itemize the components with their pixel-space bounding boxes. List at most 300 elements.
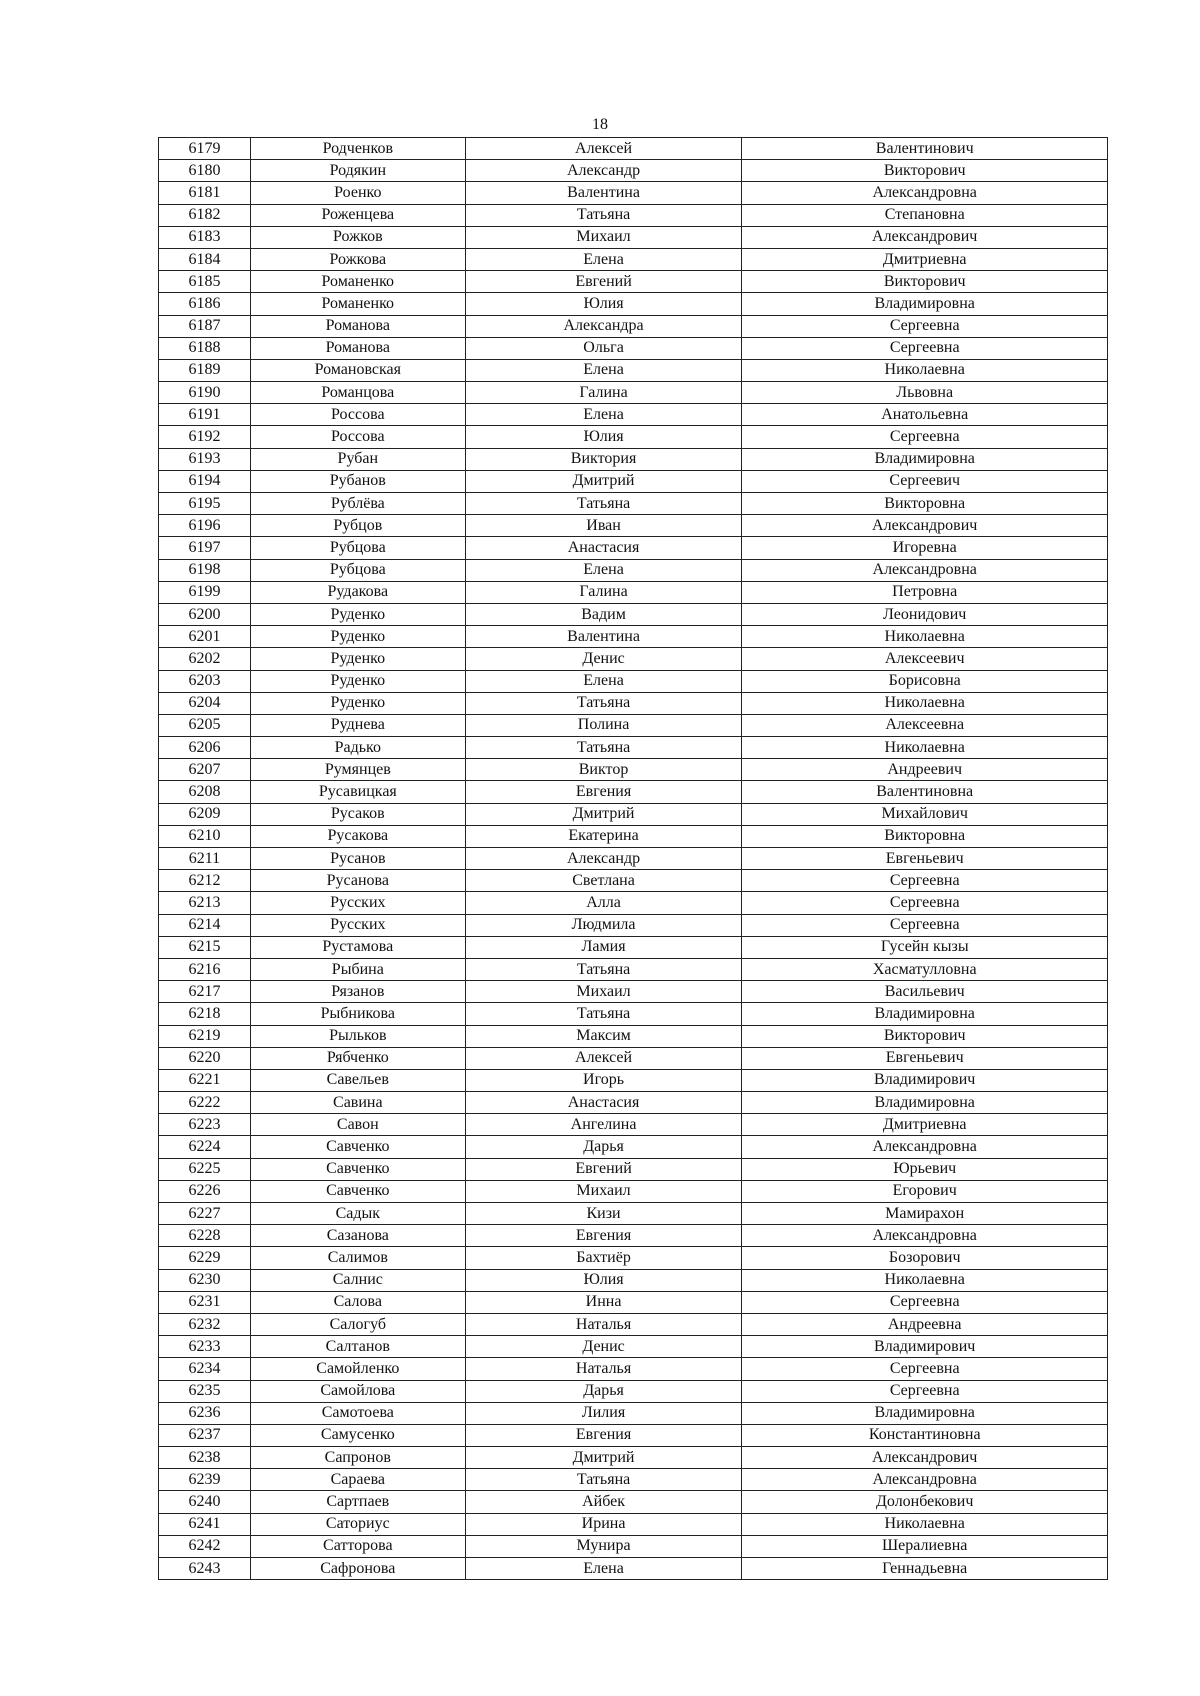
table-row [159, 470, 1108, 492]
row-number-cell: 6238 [159, 1447, 251, 1469]
patronymic-cell: Николаевна [742, 626, 1108, 648]
first-name-cell: Игорь [465, 1069, 742, 1091]
last-name-cell: Роженцева [250, 204, 465, 226]
table-row [159, 1069, 1108, 1091]
last-name-cell: Савина [250, 1092, 465, 1114]
patronymic-cell: Гусейн кызы [742, 936, 1108, 958]
last-name-cell: Самотоева [250, 1402, 465, 1424]
last-name-cell: Сапронов [250, 1447, 465, 1469]
row-number-cell: 6179 [159, 138, 251, 160]
row-number-cell: 6212 [159, 870, 251, 892]
first-name-cell: Светлана [465, 870, 742, 892]
table-row [159, 1158, 1108, 1180]
row-number-cell: 6239 [159, 1469, 251, 1491]
last-name-cell: Рубцов [250, 515, 465, 537]
table-row [159, 1247, 1108, 1269]
first-name-cell: Татьяна [465, 958, 742, 980]
row-number-cell: 6210 [159, 825, 251, 847]
table-row [159, 1180, 1108, 1202]
first-name-cell: Наталья [465, 1358, 742, 1380]
first-name-cell: Евгения [465, 1424, 742, 1446]
last-name-cell: Рудакова [250, 581, 465, 603]
last-name-cell: Салогуб [250, 1313, 465, 1335]
last-name-cell: Руденко [250, 692, 465, 714]
last-name-cell: Салтанов [250, 1336, 465, 1358]
row-number-cell: 6184 [159, 248, 251, 270]
row-number-cell: 6241 [159, 1513, 251, 1535]
table-row [159, 892, 1108, 914]
patronymic-cell: Сергеевич [742, 470, 1108, 492]
table-row [159, 515, 1108, 537]
patronymic-cell: Юрьевич [742, 1158, 1108, 1180]
patronymic-cell: Евгеньевич [742, 848, 1108, 870]
first-name-cell: Валентина [465, 182, 742, 204]
patronymic-cell: Васильевич [742, 981, 1108, 1003]
last-name-cell: Рыбникова [250, 1003, 465, 1025]
last-name-cell: Россова [250, 404, 465, 426]
table-row [159, 1203, 1108, 1225]
patronymic-cell: Сергеевна [742, 1358, 1108, 1380]
first-name-cell: Виктория [465, 448, 742, 470]
roster-table [158, 137, 1108, 1580]
last-name-cell: Салнис [250, 1269, 465, 1291]
patronymic-cell: Долонбекович [742, 1491, 1108, 1513]
first-name-cell: Денис [465, 648, 742, 670]
patronymic-cell: Владимировна [742, 293, 1108, 315]
patronymic-cell: Владимирович [742, 1069, 1108, 1091]
last-name-cell: Сатторова [250, 1535, 465, 1557]
patronymic-cell: Шералиевна [742, 1535, 1108, 1557]
last-name-cell: Руденко [250, 670, 465, 692]
row-number-cell: 6189 [159, 359, 251, 381]
first-name-cell: Михаил [465, 981, 742, 1003]
last-name-cell: Родякин [250, 160, 465, 182]
last-name-cell: Руденко [250, 626, 465, 648]
first-name-cell: Алла [465, 892, 742, 914]
patronymic-cell: Александровна [742, 182, 1108, 204]
table-row [159, 1469, 1108, 1491]
first-name-cell: Анастасия [465, 537, 742, 559]
first-name-cell: Александр [465, 848, 742, 870]
last-name-cell: Саториус [250, 1513, 465, 1535]
row-number-cell: 6180 [159, 160, 251, 182]
table-row [159, 1358, 1108, 1380]
first-name-cell: Дарья [465, 1380, 742, 1402]
patronymic-cell: Александрович [742, 226, 1108, 248]
row-number-cell: 6198 [159, 559, 251, 581]
patronymic-cell: Геннадьевна [742, 1558, 1108, 1580]
page-number: 18 [592, 116, 608, 133]
first-name-cell: Юлия [465, 293, 742, 315]
table-row [159, 1092, 1108, 1114]
table-row [159, 692, 1108, 714]
last-name-cell: Салова [250, 1291, 465, 1313]
row-number-cell: 6230 [159, 1269, 251, 1291]
patronymic-cell: Сергеевна [742, 892, 1108, 914]
row-number-cell: 6187 [159, 315, 251, 337]
row-number-cell: 6220 [159, 1047, 251, 1069]
table-row [159, 182, 1108, 204]
patronymic-cell: Алексеевна [742, 714, 1108, 736]
last-name-cell: Русских [250, 892, 465, 914]
last-name-cell: Самойлова [250, 1380, 465, 1402]
first-name-cell: Михаил [465, 226, 742, 248]
table-row [159, 271, 1108, 293]
patronymic-cell: Сергеевна [742, 1380, 1108, 1402]
first-name-cell: Евгения [465, 781, 742, 803]
first-name-cell: Кизи [465, 1203, 742, 1225]
patronymic-cell: Александровна [742, 1225, 1108, 1247]
first-name-cell: Евгения [465, 1225, 742, 1247]
row-number-cell: 6191 [159, 404, 251, 426]
table-row [159, 537, 1108, 559]
table-row [159, 648, 1108, 670]
table-row [159, 1447, 1108, 1469]
last-name-cell: Руднева [250, 714, 465, 736]
last-name-cell: Руденко [250, 603, 465, 625]
row-number-cell: 6214 [159, 914, 251, 936]
last-name-cell: Руденко [250, 648, 465, 670]
patronymic-cell: Петровна [742, 581, 1108, 603]
first-name-cell: Елена [465, 248, 742, 270]
row-number-cell: 6217 [159, 981, 251, 1003]
patronymic-cell: Сергеевна [742, 870, 1108, 892]
patronymic-cell: Владимировна [742, 448, 1108, 470]
last-name-cell: Рябченко [250, 1047, 465, 1069]
patronymic-cell: Викторовна [742, 493, 1108, 515]
last-name-cell: Сазанова [250, 1225, 465, 1247]
patronymic-cell: Дмитриевна [742, 1114, 1108, 1136]
row-number-cell: 6242 [159, 1535, 251, 1557]
first-name-cell: Дмитрий [465, 803, 742, 825]
first-name-cell: Дмитрий [465, 1447, 742, 1469]
first-name-cell: Иван [465, 515, 742, 537]
table-row [159, 448, 1108, 470]
first-name-cell: Татьяна [465, 737, 742, 759]
table-row [159, 914, 1108, 936]
patronymic-cell: Сергеевна [742, 914, 1108, 936]
row-number-cell: 6200 [159, 603, 251, 625]
row-number-cell: 6197 [159, 537, 251, 559]
row-number-cell: 6211 [159, 848, 251, 870]
first-name-cell: Елена [465, 559, 742, 581]
row-number-cell: 6222 [159, 1092, 251, 1114]
patronymic-cell: Владимировна [742, 1003, 1108, 1025]
row-number-cell: 6199 [159, 581, 251, 603]
patronymic-cell: Александровна [742, 559, 1108, 581]
last-name-cell: Рубан [250, 448, 465, 470]
table-row [159, 1513, 1108, 1535]
first-name-cell: Людмила [465, 914, 742, 936]
patronymic-cell: Львовна [742, 382, 1108, 404]
patronymic-cell: Сергеевна [742, 426, 1108, 448]
row-number-cell: 6219 [159, 1025, 251, 1047]
patronymic-cell: Николаевна [742, 359, 1108, 381]
table-row [159, 936, 1108, 958]
last-name-cell: Румянцев [250, 759, 465, 781]
first-name-cell: Бахтиёр [465, 1247, 742, 1269]
table-row [159, 248, 1108, 270]
row-number-cell: 6185 [159, 271, 251, 293]
row-number-cell: 6183 [159, 226, 251, 248]
first-name-cell: Дарья [465, 1136, 742, 1158]
patronymic-cell: Сергеевна [742, 1291, 1108, 1313]
last-name-cell: Рубцова [250, 537, 465, 559]
last-name-cell: Романцова [250, 382, 465, 404]
table-row [159, 293, 1108, 315]
row-number-cell: 6203 [159, 670, 251, 692]
table-row [159, 1003, 1108, 1025]
row-number-cell: 6237 [159, 1424, 251, 1446]
row-number-cell: 6221 [159, 1069, 251, 1091]
row-number-cell: 6243 [159, 1558, 251, 1580]
last-name-cell: Савон [250, 1114, 465, 1136]
first-name-cell: Наталья [465, 1313, 742, 1335]
patronymic-cell: Михайлович [742, 803, 1108, 825]
patronymic-cell: Викторович [742, 160, 1108, 182]
row-number-cell: 6240 [159, 1491, 251, 1513]
table-row [159, 1402, 1108, 1424]
patronymic-cell: Егорович [742, 1180, 1108, 1202]
last-name-cell: Рязанов [250, 981, 465, 1003]
patronymic-cell: Владимировна [742, 1092, 1108, 1114]
row-number-cell: 6201 [159, 626, 251, 648]
table-row [159, 1558, 1108, 1580]
patronymic-cell: Алексеевич [742, 648, 1108, 670]
row-number-cell: 6209 [159, 803, 251, 825]
first-name-cell: Татьяна [465, 1469, 742, 1491]
first-name-cell: Ирина [465, 1513, 742, 1535]
row-number-cell: 6233 [159, 1336, 251, 1358]
row-number-cell: 6204 [159, 692, 251, 714]
table-row [159, 981, 1108, 1003]
last-name-cell: Рожков [250, 226, 465, 248]
table-row [159, 1269, 1108, 1291]
first-name-cell: Татьяна [465, 204, 742, 226]
patronymic-cell: Александровна [742, 1469, 1108, 1491]
last-name-cell: Сафронова [250, 1558, 465, 1580]
table-row [159, 426, 1108, 448]
row-number-cell: 6208 [159, 781, 251, 803]
first-name-cell: Айбек [465, 1491, 742, 1513]
row-number-cell: 6205 [159, 714, 251, 736]
patronymic-cell: Леонидович [742, 603, 1108, 625]
last-name-cell: Романенко [250, 293, 465, 315]
table-row [159, 1336, 1108, 1358]
first-name-cell: Виктор [465, 759, 742, 781]
last-name-cell: Радько [250, 737, 465, 759]
last-name-cell: Сараева [250, 1469, 465, 1491]
last-name-cell: Русских [250, 914, 465, 936]
patronymic-cell: Бозорович [742, 1247, 1108, 1269]
table-row [159, 870, 1108, 892]
last-name-cell: Рожкова [250, 248, 465, 270]
table-row [159, 803, 1108, 825]
first-name-cell: Татьяна [465, 1003, 742, 1025]
table-row [159, 626, 1108, 648]
patronymic-cell: Александрович [742, 1447, 1108, 1469]
last-name-cell: Русаков [250, 803, 465, 825]
first-name-cell: Юлия [465, 426, 742, 448]
row-number-cell: 6234 [159, 1358, 251, 1380]
first-name-cell: Мунира [465, 1535, 742, 1557]
row-number-cell: 6226 [159, 1180, 251, 1202]
row-number-cell: 6188 [159, 337, 251, 359]
first-name-cell: Инна [465, 1291, 742, 1313]
patronymic-cell: Борисовна [742, 670, 1108, 692]
first-name-cell: Елена [465, 359, 742, 381]
table-row [159, 559, 1108, 581]
patronymic-cell: Николаевна [742, 692, 1108, 714]
row-number-cell: 6228 [159, 1225, 251, 1247]
patronymic-cell: Владимирович [742, 1336, 1108, 1358]
table-row [159, 138, 1108, 160]
row-number-cell: 6193 [159, 448, 251, 470]
patronymic-cell: Евгеньевич [742, 1047, 1108, 1069]
row-number-cell: 6224 [159, 1136, 251, 1158]
row-number-cell: 6223 [159, 1114, 251, 1136]
table-row [159, 1047, 1108, 1069]
first-name-cell: Дмитрий [465, 470, 742, 492]
first-name-cell: Валентина [465, 626, 742, 648]
last-name-cell: Русанова [250, 870, 465, 892]
first-name-cell: Лилия [465, 1402, 742, 1424]
table-row [159, 1380, 1108, 1402]
last-name-cell: Рустамова [250, 936, 465, 958]
patronymic-cell: Анатольевна [742, 404, 1108, 426]
row-number-cell: 6202 [159, 648, 251, 670]
patronymic-cell: Игоревна [742, 537, 1108, 559]
last-name-cell: Рыбина [250, 958, 465, 980]
table-row [159, 848, 1108, 870]
table-row [159, 603, 1108, 625]
table-row [159, 1136, 1108, 1158]
patronymic-cell: Мамирахон [742, 1203, 1108, 1225]
patronymic-cell: Викторович [742, 1025, 1108, 1047]
row-number-cell: 6192 [159, 426, 251, 448]
last-name-cell: Романовская [250, 359, 465, 381]
patronymic-cell: Валентиновна [742, 781, 1108, 803]
table-row [159, 404, 1108, 426]
patronymic-cell: Викторовна [742, 825, 1108, 847]
patronymic-cell: Андреевна [742, 1313, 1108, 1335]
patronymic-cell: Владимировна [742, 1402, 1108, 1424]
first-name-cell: Евгений [465, 271, 742, 293]
last-name-cell: Савченко [250, 1180, 465, 1202]
patronymic-cell: Андреевич [742, 759, 1108, 781]
row-number-cell: 6232 [159, 1313, 251, 1335]
first-name-cell: Галина [465, 382, 742, 404]
row-number-cell: 6216 [159, 958, 251, 980]
table-row [159, 337, 1108, 359]
table-row [159, 315, 1108, 337]
last-name-cell: Рубанов [250, 470, 465, 492]
table-row [159, 226, 1108, 248]
last-name-cell: Родченков [250, 138, 465, 160]
last-name-cell: Савченко [250, 1136, 465, 1158]
table-row [159, 160, 1108, 182]
first-name-cell: Галина [465, 581, 742, 603]
patronymic-cell: Степановна [742, 204, 1108, 226]
table-row [159, 1025, 1108, 1047]
first-name-cell: Екатерина [465, 825, 742, 847]
table-row [159, 1313, 1108, 1335]
first-name-cell: Денис [465, 1336, 742, 1358]
first-name-cell: Ангелина [465, 1114, 742, 1136]
last-name-cell: Савельев [250, 1069, 465, 1091]
row-number-cell: 6196 [159, 515, 251, 537]
first-name-cell: Алексей [465, 138, 742, 160]
row-number-cell: 6225 [159, 1158, 251, 1180]
first-name-cell: Елена [465, 670, 742, 692]
first-name-cell: Александра [465, 315, 742, 337]
last-name-cell: Рублёва [250, 493, 465, 515]
patronymic-cell: Дмитриевна [742, 248, 1108, 270]
last-name-cell: Рубцова [250, 559, 465, 581]
row-number-cell: 6195 [159, 493, 251, 515]
table-row [159, 670, 1108, 692]
first-name-cell: Вадим [465, 603, 742, 625]
table-row [159, 1491, 1108, 1513]
table-row [159, 737, 1108, 759]
row-number-cell: 6190 [159, 382, 251, 404]
first-name-cell: Елена [465, 1558, 742, 1580]
table-row [159, 1424, 1108, 1446]
last-name-cell: Роенко [250, 182, 465, 204]
table-row [159, 958, 1108, 980]
last-name-cell: Савченко [250, 1158, 465, 1180]
last-name-cell: Сартпаев [250, 1491, 465, 1513]
table-row [159, 1291, 1108, 1313]
patronymic-cell: Александрович [742, 515, 1108, 537]
last-name-cell: Рыльков [250, 1025, 465, 1047]
table-row [159, 359, 1108, 381]
last-name-cell: Самусенко [250, 1424, 465, 1446]
row-number-cell: 6181 [159, 182, 251, 204]
first-name-cell: Елена [465, 404, 742, 426]
table-row [159, 204, 1108, 226]
table-row [159, 581, 1108, 603]
patronymic-cell: Сергеевна [742, 315, 1108, 337]
row-number-cell: 6206 [159, 737, 251, 759]
row-number-cell: 6231 [159, 1291, 251, 1313]
first-name-cell: Полина [465, 714, 742, 736]
row-number-cell: 6194 [159, 470, 251, 492]
table-row [159, 1225, 1108, 1247]
table-row [159, 493, 1108, 515]
table-row [159, 714, 1108, 736]
row-number-cell: 6227 [159, 1203, 251, 1225]
first-name-cell: Александр [465, 160, 742, 182]
roster-body [159, 138, 1108, 1580]
patronymic-cell: Николаевна [742, 1269, 1108, 1291]
patronymic-cell: Хасматулловна [742, 958, 1108, 980]
row-number-cell: 6235 [159, 1380, 251, 1402]
patronymic-cell: Александровна [742, 1136, 1108, 1158]
patronymic-cell: Константиновна [742, 1424, 1108, 1446]
last-name-cell: Самойленко [250, 1358, 465, 1380]
row-number-cell: 6207 [159, 759, 251, 781]
last-name-cell: Романова [250, 315, 465, 337]
first-name-cell: Алексей [465, 1047, 742, 1069]
first-name-cell: Ламия [465, 936, 742, 958]
table-row [159, 781, 1108, 803]
table-row [159, 1114, 1108, 1136]
patronymic-cell: Валентинович [742, 138, 1108, 160]
first-name-cell: Татьяна [465, 692, 742, 714]
last-name-cell: Салимов [250, 1247, 465, 1269]
row-number-cell: 6213 [159, 892, 251, 914]
